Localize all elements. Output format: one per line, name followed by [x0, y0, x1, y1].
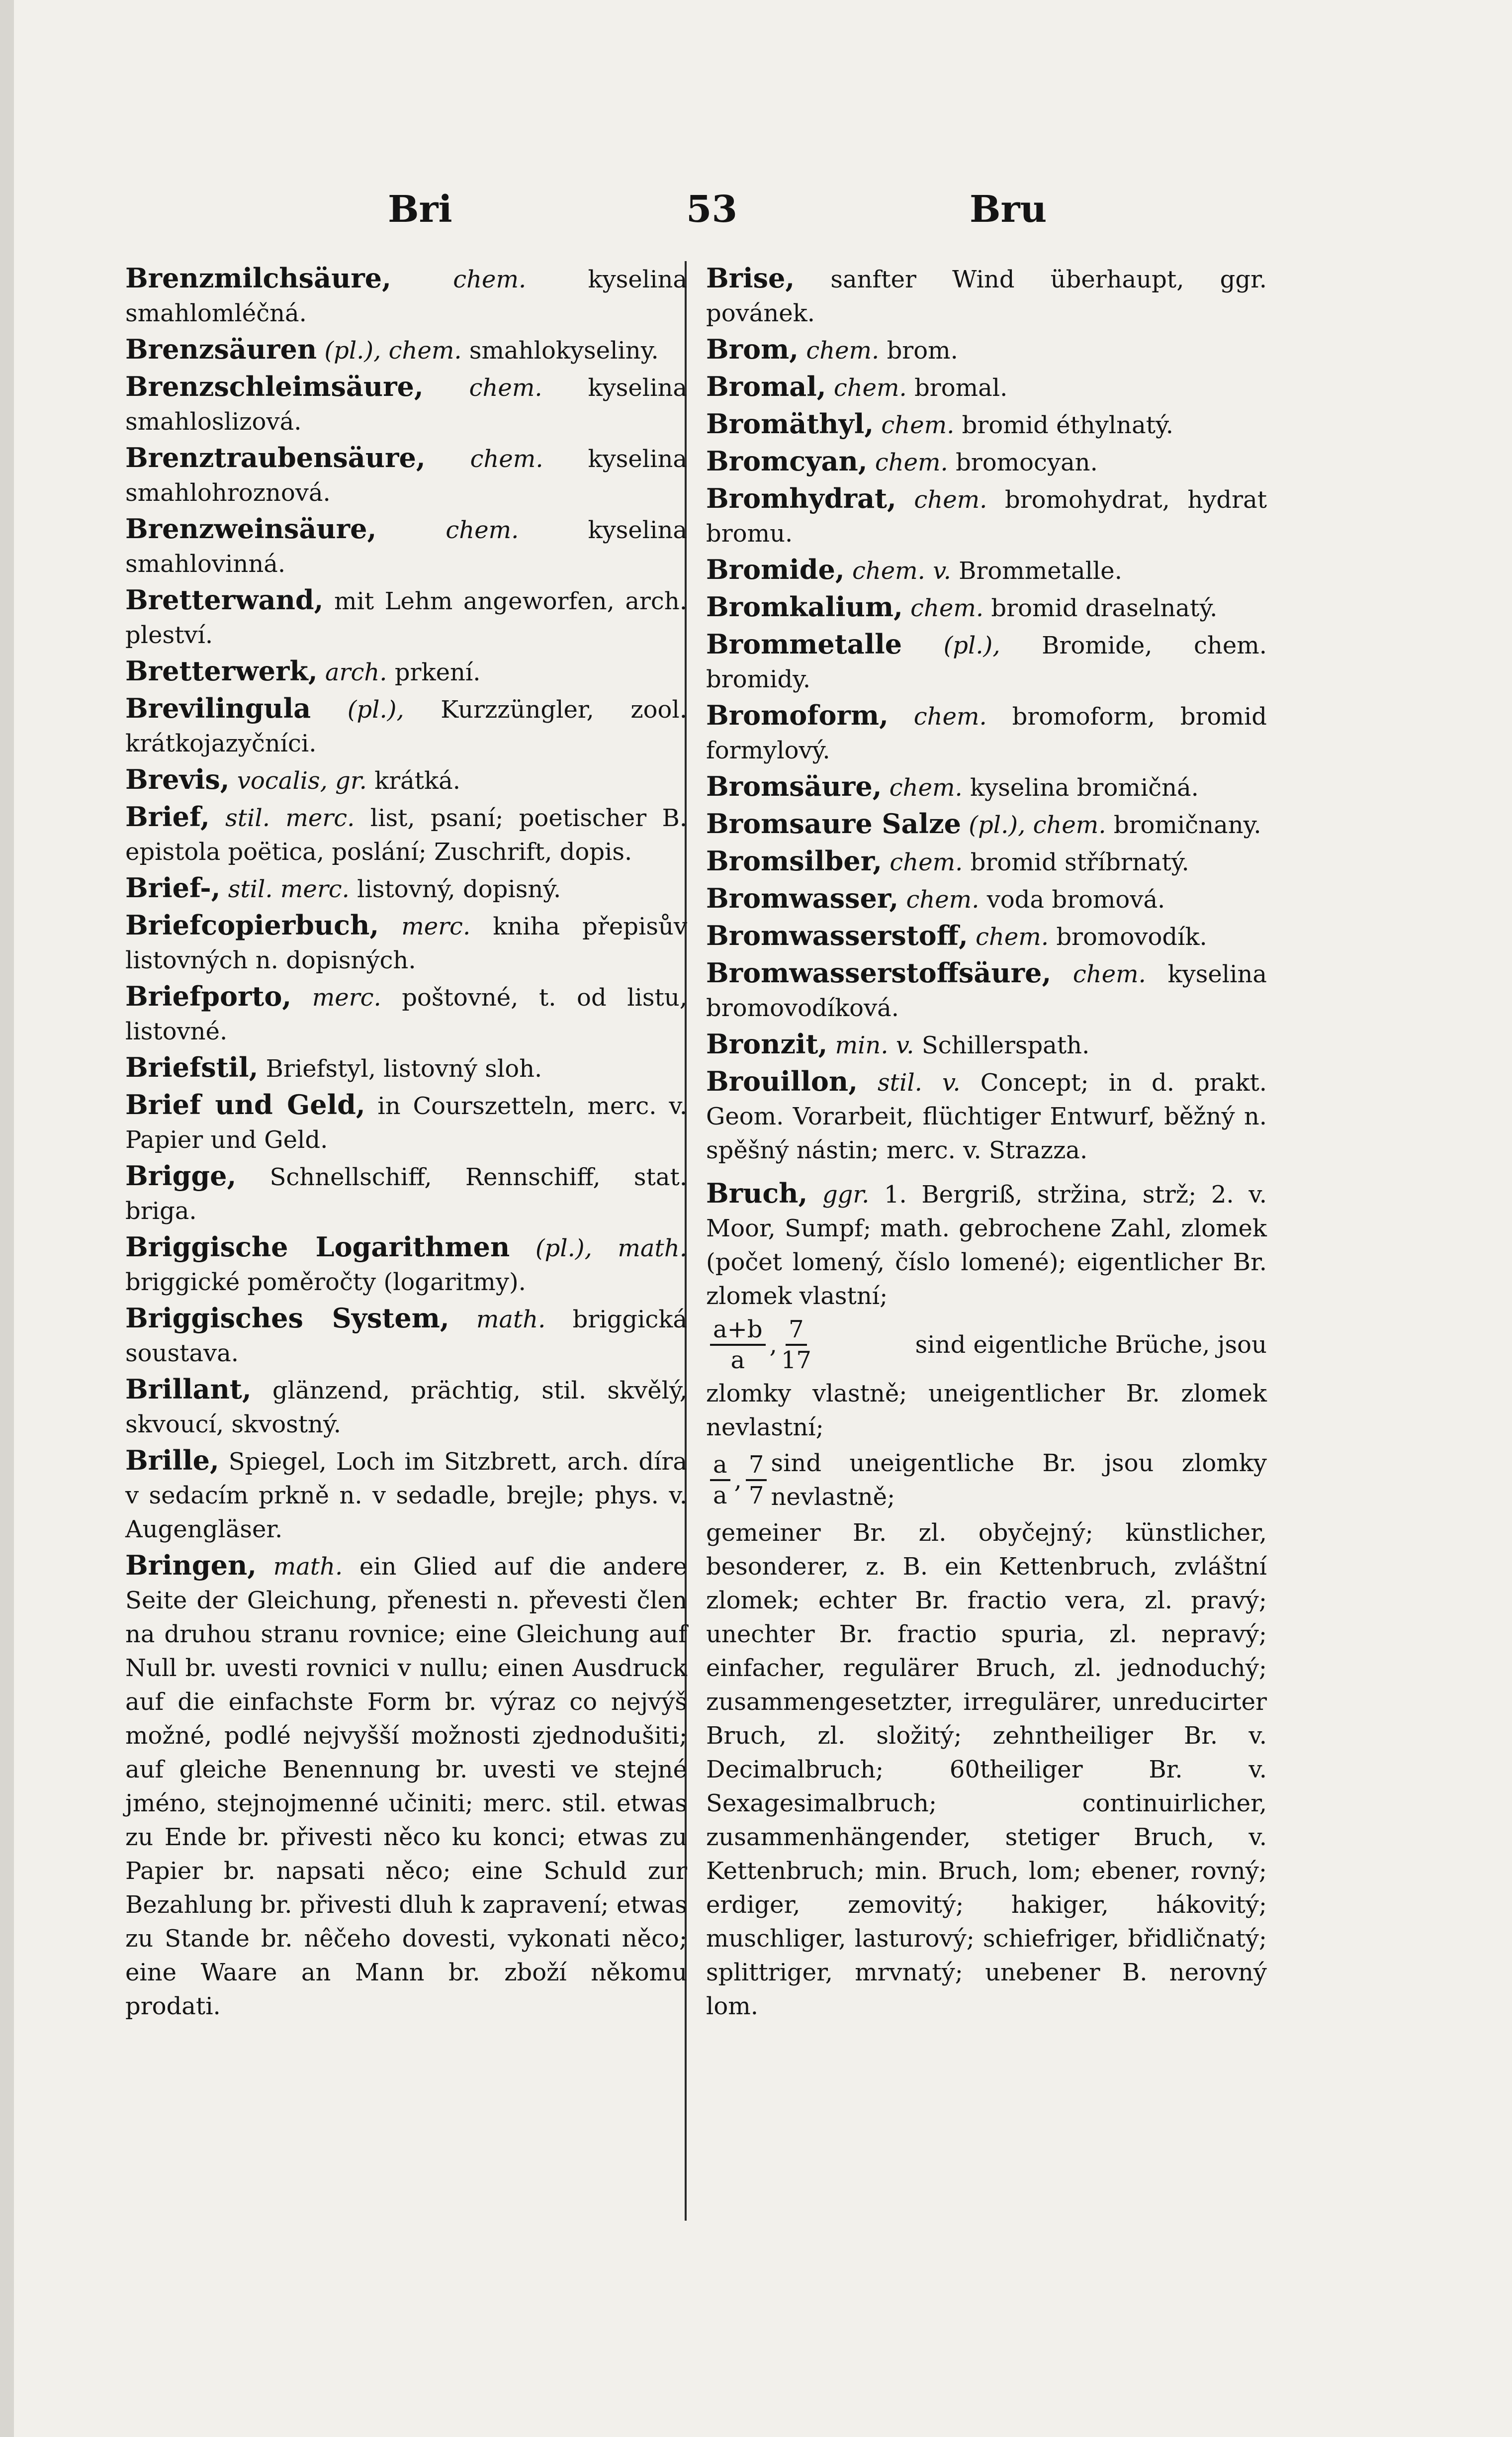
entry-headword: Bromwasserstoffsäure,	[706, 957, 1052, 989]
running-header	[124, 188, 1228, 248]
entry-headword: Bromcyan,	[706, 445, 868, 477]
entry-grammar: chem.	[910, 594, 984, 622]
fraction-text: sind eigentliche Brüche, jsou	[915, 1331, 1267, 1359]
entry-grammar: chem.	[889, 848, 963, 876]
dictionary-entry	[125, 512, 687, 581]
entry-definition: kniha přepisův listovných n. dopisných.	[125, 913, 687, 974]
dictionary-entry	[125, 332, 687, 368]
dictionary-entry	[706, 698, 1267, 767]
fraction-denominator: 17	[781, 1346, 811, 1374]
entry-definition: Briefstyl, listovný sloh.	[266, 1055, 542, 1083]
entry-definition: bromocyan.	[956, 449, 1098, 476]
entry-definition: bromičnany.	[1113, 811, 1261, 839]
fraction-line-1: $\frac{a+b}{a}$ , $\frac{7}{17}$ sind eigentliche Brüche, jsou	[706, 1315, 1267, 1375]
entry-headword: Bromwasser,	[706, 882, 899, 914]
entry-definition: briggické poměročty (logaritmy).	[125, 1268, 526, 1296]
dictionary-entry	[706, 407, 1267, 442]
dictionary-entry	[706, 919, 1267, 954]
dictionary-entry	[706, 590, 1267, 625]
entry-grammar: chem.	[976, 923, 1049, 951]
entry-bruch	[706, 1176, 1267, 1313]
entry-grammar: (pl.),	[943, 632, 1000, 659]
entry-headword: Brenzweinsäure,	[125, 513, 377, 545]
entry-headword: Bromhydrat,	[706, 482, 896, 514]
entry-headword: Bromsilber,	[706, 845, 883, 877]
entry-definition: Schnellschiff, Rennschiff, stat. briga.	[125, 1163, 687, 1225]
entry-grammar: stil. merc.	[228, 875, 350, 903]
dictionary-entry	[125, 261, 687, 330]
entry-grammar: chem.	[906, 886, 979, 914]
dictionary-entry	[125, 1088, 687, 1157]
entry-headword: Brief und Geld,	[125, 1089, 365, 1121]
entry-headword: Briggische Logarithmen	[125, 1231, 510, 1263]
entry-definition: kyselina bromičná.	[970, 774, 1199, 802]
dictionary-entry	[125, 979, 687, 1048]
dictionary-entry	[706, 881, 1267, 917]
entry-headword: Brief-,	[125, 872, 221, 904]
entry-headword: Briefcopierbuch,	[125, 909, 379, 941]
entry-grammar: ggr.	[822, 1181, 870, 1209]
entry-headword: Bromäthyl,	[706, 408, 874, 440]
left-column	[125, 261, 687, 2025]
entry-definition: kyselina smahlomléčná.	[125, 266, 687, 327]
header-left-guide: Bri	[388, 188, 452, 231]
entry-grammar: chem.	[833, 374, 907, 402]
entry-grammar: chem.	[881, 411, 955, 439]
entry-headword: Bretterwand,	[125, 584, 324, 616]
entry-headword: Bromide,	[706, 554, 845, 585]
header-right-guide: Bru	[970, 188, 1047, 231]
entry-definition: list, psaní; poetischer B. epistola poëtica, poslání; Zuschrift, dopis.	[125, 804, 688, 866]
entry-grammar: (pl.), chem.	[969, 811, 1106, 839]
page-number: 53	[686, 188, 737, 231]
entry-definition: bromal.	[914, 374, 1008, 402]
fraction-denominator: a	[713, 1482, 727, 1509]
fraction-denominator: a	[730, 1346, 745, 1374]
entry-definition: bromovodík.	[1056, 923, 1207, 951]
entry-definition: bromohydrat, hydrat bromu.	[706, 486, 1267, 548]
dictionary-entry	[706, 261, 1267, 330]
entry-grammar: math.	[476, 1306, 546, 1333]
entry-definition: Kurzzüngler, zool. krátkojazyčníci.	[125, 696, 688, 757]
dictionary-entry	[125, 370, 687, 439]
entry-definition: glänzend, prächtig, stil. skvělý, skvoucí, skvostný.	[125, 1377, 687, 1438]
entry-definition: Brommetalle.	[959, 557, 1122, 585]
entry-definition: kyselina bromovodíková.	[706, 960, 1267, 1022]
entry-grammar: (pl.), chem.	[324, 337, 462, 365]
dictionary-entry	[125, 1301, 687, 1370]
dictionary-entry	[125, 1372, 687, 1441]
entry-grammar: vocalis, gr.	[237, 767, 367, 795]
entry-definition: briggická soustava.	[125, 1306, 688, 1367]
entry-headword: Briggisches System,	[125, 1302, 449, 1334]
entry-definition: bromid draselnatý.	[991, 594, 1218, 622]
dictionary-entry	[706, 807, 1267, 842]
dictionary-entry	[706, 370, 1267, 405]
entry-grammar: merc.	[401, 913, 471, 940]
dictionary-entry	[706, 956, 1267, 1025]
bruch-continued: zlomky vlastně; uneigentlicher Br. zlomek nevlastní;	[706, 1380, 1267, 1441]
entry-headword: Bromsaure Salze	[706, 808, 962, 840]
entry-definition: sanfter Wind überhaupt, ggr. povánek.	[706, 266, 1267, 327]
entry-grammar: chem.	[806, 337, 880, 365]
entry-grammar: math.	[273, 1553, 343, 1581]
dictionary-entry	[706, 627, 1267, 696]
dictionary-entry	[125, 1050, 687, 1086]
entry-definition: bromid stříbrnatý.	[970, 848, 1189, 876]
dictionary-entry	[125, 871, 687, 906]
entry-grammar: stil. merc.	[225, 804, 355, 832]
entry-definition: ein Glied auf die andere Seite der Gleichung, přenesti n. převesti člen na druhou stranu rovnice; eine Gleichung auf Null br. uvesti rovnici v nullu; einen Ausdruck auf die einfachste Form br. výraz co nejvýš možné, podlé nejvyšší možnosti zjednodušiti; auf gleiche Benennung br. uvesti ve stejné jméno, stejnojmenné učiniti; merc. stil. etwas zu Ende br. přivesti něco ku konci; etwas zu Papier br. napsati něco; eine Schuld zur Bezahlung br. přivesti dluh k zapravení; etwas zu Stande br. nêčeho dovesti, vykonati něco; eine Waare an Mann br. zboží někomu prodati.	[125, 1553, 687, 2020]
dictionary-entry	[125, 1230, 687, 1299]
dictionary-entry	[706, 769, 1267, 805]
entry-headword: Bromoform,	[706, 699, 889, 731]
entry-grammar: chem.	[875, 449, 948, 476]
entry-definition: bromid éthylnatý.	[962, 411, 1173, 439]
fraction-numerator: a+b	[710, 1315, 766, 1346]
entry-definition: Spiegel, Loch im Sitzbrett, arch. díra v sedacím prkně n. v sedadle, brejle; phys. v. Augengläser.	[125, 1448, 687, 1543]
entry-headword: Bretterwerk,	[125, 655, 318, 687]
entry-definition: 1. Bergriß, stržina, strž; 2. v. Moor, Sumpf; math. gebrochene Zahl, zlomek (počet lomený, číslo lomené); eigentlicher Br. zlomek vlastní;	[706, 1181, 1267, 1310]
dictionary-entry	[706, 1064, 1267, 1167]
dictionary-entry	[125, 441, 687, 510]
entry-grammar: chem.	[913, 703, 987, 731]
entry-definition: Concept; in d. prakt. Geom. Vorarbeit, flüchtiger Entwurf, běžný n. spěšný nástin; merc. v. Strazza.	[706, 1069, 1267, 1164]
entry-headword: Brillant,	[125, 1373, 252, 1405]
fraction	[710, 1450, 730, 1510]
entry-headword: Brouillon,	[706, 1065, 858, 1097]
fraction-line-2: $\frac{a}{a}$ , $\frac{7}{7}$ sind uneigentliche Br. jsou zlomky nevlastně;	[706, 1446, 1267, 1514]
dictionary-entry	[125, 691, 687, 760]
entry-definition: prkení.	[394, 658, 481, 686]
entry-definition: mit Lehm angeworfen, arch. pleství.	[125, 587, 687, 649]
fraction-numerator: a	[710, 1450, 730, 1481]
entry-headword: Brenztraubensäure,	[125, 442, 426, 473]
entry-grammar: chem.	[445, 516, 519, 544]
dictionary-entry	[125, 583, 687, 652]
fraction-numerator: 7	[746, 1450, 767, 1481]
bruch-rest: gemeiner Br. zl. obyčejný; künstlicher, besonderer, z. B. ein Kettenbruch, zvláštní zlomek; echter Br. fractio vera, zl. pravý; unechter Br. fractio spuria, zl. nepravý; einfacher, regulärer Bruch, zl. jednoduchý; zusammengesetzter, irregulärer, unreducirter Bruch, zl. složitý; zehntheiliger Br. v. Decimalbruch; 60theiliger Br. v. Sexagesimalbruch; continuirlicher, zusammenhängender, stetiger Bruch, v. Kettenbruch; min. Bruch, lom; ebener, rovný; erdiger, zemovitý; hakiger, hákovitý; muschliger, lasturový; schiefriger, břidličnatý; splittriger, mrvnatý; unebener B. nerovný lom.	[706, 1519, 1267, 2020]
entry-definition: krátká.	[374, 767, 461, 795]
entry-headword: Brigge,	[125, 1160, 237, 1192]
entry-definition: kyselina smahlovinná.	[125, 516, 687, 578]
entry-definition: kyselina smahloslizová.	[125, 374, 687, 436]
dictionary-entry	[125, 1548, 687, 2023]
entry-grammar: chem. v.	[852, 557, 951, 585]
dictionary-entry	[125, 1159, 687, 1228]
entry-headword: Brenzmilchsäure,	[125, 262, 391, 294]
entry-definition: bromoform, bromid formylový.	[706, 703, 1267, 764]
entry-headword: Bromkalium,	[706, 591, 903, 623]
entry-headword: Brenzschleimsäure,	[125, 371, 424, 402]
entry-grammar: stil. v.	[878, 1069, 961, 1097]
entry-grammar: merc.	[312, 984, 381, 1012]
entry-headword: Briefstil,	[125, 1051, 259, 1083]
entry-grammar: (pl.),	[347, 696, 404, 724]
entry-definition: poštovné, t. od listu, listovné.	[125, 984, 688, 1045]
entry-definition: Schillerspath.	[921, 1031, 1090, 1059]
fraction	[710, 1315, 766, 1375]
entry-headword: Bromwasserstoff,	[706, 920, 968, 951]
entry-grammar: min. v.	[835, 1031, 914, 1059]
dictionary-entry	[125, 800, 687, 869]
dictionary-entry	[706, 1027, 1267, 1062]
entry-definition: listovný, dopisný.	[357, 875, 561, 903]
fraction	[746, 1450, 767, 1510]
entry-grammar: chem.	[470, 445, 543, 473]
fraction-text: sind uneigentliche Br. jsou zlomky nevlastně;	[771, 1449, 1267, 1511]
dictionary-entry	[706, 481, 1267, 551]
entry-definition: kyselina smahlohroznová.	[125, 445, 687, 507]
entry-headword: Bronzit,	[706, 1028, 828, 1060]
dictionary-entry	[125, 762, 687, 798]
right-column	[706, 261, 1267, 2025]
entry-headword: Brille,	[125, 1444, 219, 1476]
entry-headword: Bringen,	[125, 1549, 257, 1581]
dictionary-entry	[706, 444, 1267, 479]
dictionary-entry	[706, 844, 1267, 879]
entry-headword: Brief,	[125, 801, 210, 833]
entry-grammar: chem.	[889, 774, 963, 802]
entry-grammar: chem.	[453, 266, 527, 293]
entry-headword: Brenzsäuren	[125, 333, 317, 365]
entry-grammar: chem.	[914, 486, 987, 514]
dictionary-entry	[125, 908, 687, 977]
entry-grammar: chem.	[1072, 960, 1146, 988]
entry-definition: Bromide, chem. bromidy.	[706, 632, 1267, 693]
entry-headword: Brevis,	[125, 763, 230, 795]
entry-grammar: chem.	[469, 374, 542, 402]
entry-definition: voda bromová.	[986, 886, 1165, 914]
entry-headword: Bruch,	[706, 1177, 808, 1209]
entry-headword: Brommetalle	[706, 628, 902, 660]
entry-definition: smahlokyseliny.	[469, 337, 659, 365]
entry-headword: Brise,	[706, 262, 795, 294]
entry-definition: brom.	[887, 337, 958, 365]
entry-headword: Bromsäure,	[706, 770, 882, 802]
dictionary-entry	[125, 654, 687, 689]
fraction	[781, 1315, 811, 1375]
entry-headword: Bromal,	[706, 371, 826, 402]
entry-headword: Brevilingula	[125, 692, 311, 724]
entry-definition: in Courszetteln, merc. v. Papier und Geld.	[125, 1092, 687, 1154]
dictionary-entry	[125, 1443, 687, 1546]
dictionary-entry	[706, 553, 1267, 588]
entry-grammar: arch.	[325, 658, 387, 686]
fraction-numerator: 7	[786, 1315, 807, 1346]
entry-grammar: (pl.), math.	[535, 1234, 687, 1262]
entry-headword: Briefporto,	[125, 980, 292, 1012]
dictionary-entry	[706, 332, 1267, 368]
fraction-denominator: 7	[748, 1482, 764, 1509]
entry-headword: Brom,	[706, 333, 799, 365]
page-edge	[0, 0, 14, 2437]
